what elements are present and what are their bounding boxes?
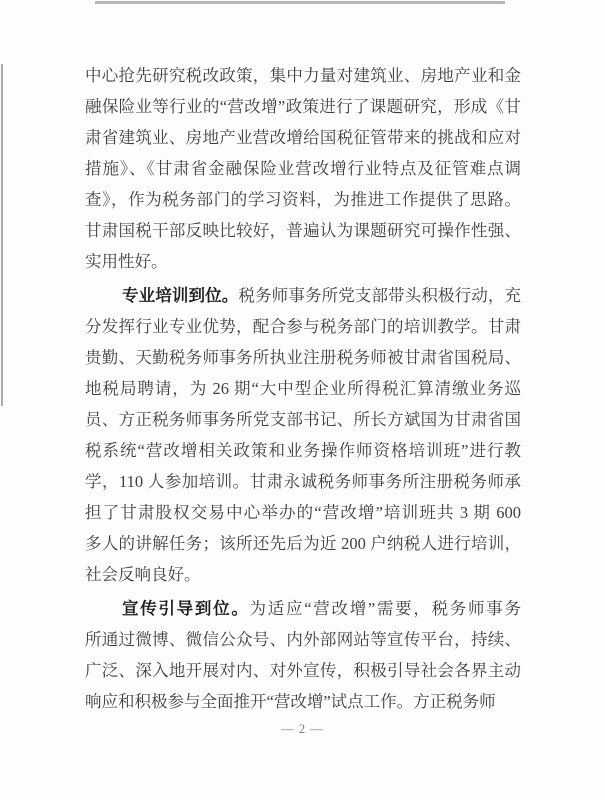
paragraph (85, 280, 521, 590)
text-line: 融保险业等行业的“营改增”政策进行了课题研究，形成《甘 (85, 97, 521, 116)
paragraph (85, 593, 521, 717)
text-line: 所通过微博、微信公众号、内外部网站等宣传平台，持续、 (85, 630, 521, 649)
text-line: 肃省建筑业、房地产业营改增给国税征管带来的挑战和应对 (85, 128, 521, 147)
scan-artifact-left-line (1, 64, 3, 406)
text-line: 贵勤、天勤税务师事务所执业注册税务师被甘肃省国税局、 (85, 348, 521, 367)
text-line: 查》，作为税务部门的学习资料，为推进工作提供了思路。 (85, 190, 521, 209)
text-line: 社会反响良好。 (85, 565, 201, 584)
text-line: 实用性好。 (85, 252, 168, 271)
text-line: 担了甘肃股权交易中心举办的“营改增”培训班共 3 期 600 (85, 503, 521, 522)
text-line: 多人的讲解任务；该所还先后为近 200 户纳税人进行培训， (85, 534, 521, 553)
scan-artifact-top-line (95, 1, 505, 4)
paragraph (85, 60, 521, 277)
text-line: 措施》、《甘肃省金融保险业营改增行业特点及征管难点调 (85, 159, 521, 178)
text-line: 分发挥行业专业优势，配合参与税务部门的培训教学。甘肃 (85, 317, 521, 336)
text-line: 学，110 人参加培训。甘肃永诚税务师事务所注册税务师承 (85, 472, 521, 491)
paragraph-heading: 专业培训到位。 (122, 287, 239, 305)
page-number: — 2 — (281, 722, 324, 736)
text-line: 员、方正税务师事务所党支部书记、所长方斌国为甘肃省国 (85, 410, 521, 429)
text-line: 专业培训到位。税务师事务所党支部带头积极行动，充 (122, 286, 522, 305)
text-line: 响应和积极参与全面推开“营改增”试点工作。方正税务师 (85, 692, 496, 711)
text-line: 甘肃国税干部反映比较好，普遍认为课题研究可操作性强、 (85, 221, 521, 240)
text-line: 宣传引导到位。为适应“营改增”需要，税务师事务 (122, 599, 521, 618)
text-line: 地税局聘请，为 26 期“大中型企业所得税汇算清缴业务巡 (85, 379, 521, 398)
text-line: 广泛、深入地开展对内、对外宣传，积极引导社会各界主动 (85, 661, 521, 680)
text-line: 中心抢先研究税改政策，集中力量对建筑业、房地产业和金 (85, 66, 521, 85)
document-text (85, 60, 521, 717)
text-line: 税系统“营改增相关政策和业务操作师资格培训班”进行教 (85, 441, 521, 460)
paragraph-heading: 宣传引导到位。 (122, 600, 250, 618)
